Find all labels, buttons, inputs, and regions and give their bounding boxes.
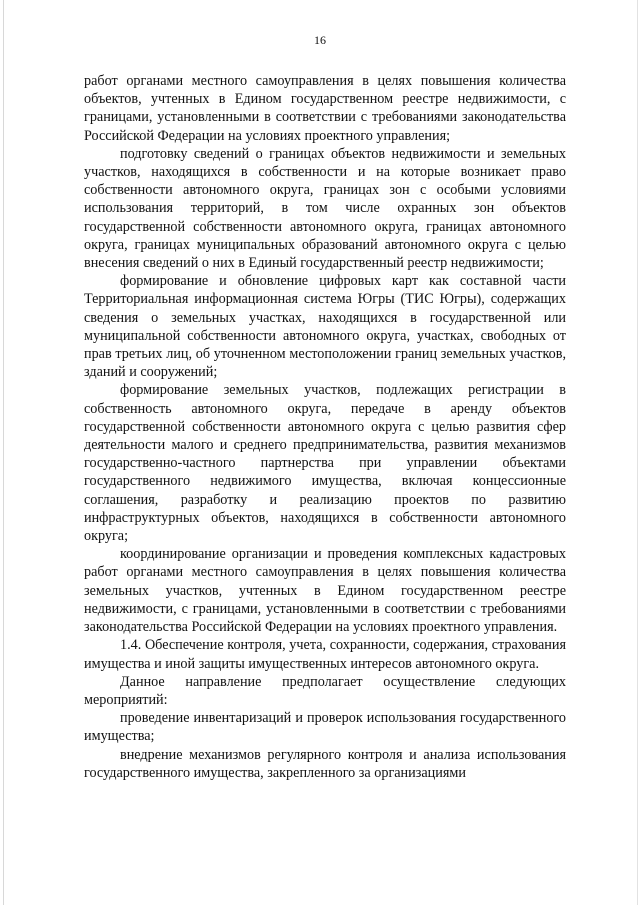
- page-number: 16: [314, 33, 326, 47]
- paragraph: формирование земельных участков, подлежащих регистрации в собственность автономного округа, передаче в аренду объектов государственной собственности автономного округа с целью развития сфер деятельности малого и среднего предпринимательства, развития механизмов государственно-частного партнерства при управлении объектами государственного недвижимого имущества, включая концессионные соглашения, разработку и реализацию проектов по развитию инфраструктурных объектов, находящихся в собственности автономного округа;: [84, 382, 566, 545]
- paragraph: проведение инвентаризаций и проверок использования государственного имущества;: [84, 710, 566, 745]
- paragraph: подготовку сведений о границах объектов недвижимости и земельных участков, находящихся в собственности и на которые возникает право собственности автономного округа, границах зон с особыми условиями использования территорий, в том числе охранных зон объектов государственной собственности автономного округа, границах автономного округа, границах муниципальных образований автономного округа с целью внесения сведений о них в Единый государственный реестр недвижимости;: [84, 145, 566, 272]
- paragraph: 1.4. Обеспечение контроля, учета, сохранности, содержания, страхования имущества и иной защиты имущественных интересов автономного округа.: [84, 637, 566, 672]
- body-text: [84, 72, 566, 782]
- paragraph: координирование организации и проведения комплексных кадастровых работ органами местного самоуправления в целях повышения количества земельных участков, учтенных в Едином государственном реестре недвижимости, с границами, установленными в соответствии с требованиями законодательства Российской Федерации на условиях проектного управления.: [84, 546, 566, 636]
- paragraph: Данное направление предполагает осуществление следующих мероприятий:: [84, 673, 566, 708]
- paragraph: формирование и обновление цифровых карт как составной части Территориальная информационная система Югры (ТИС Югры), содержащих сведения о земельных участках, находящихся в государственной или муниципальной собственности автономного округа, участках, свободных от прав третьих лиц, об уточненном местоположении границ земельных участков, зданий и сооружений;: [84, 273, 566, 381]
- scan-edge-left: [3, 0, 4, 905]
- paragraph: внедрение механизмов регулярного контроля и анализа использования государственного имущества, закрепленного за организациями: [84, 746, 566, 781]
- paragraph: работ органами местного самоуправления в целях повышения количества объектов, учтенных в Едином государственном реестре недвижимости, с границами, установленными в соответствии с требованиями законодательства Российской Федерации на условиях проектного управления;: [84, 73, 566, 144]
- scan-edge-right: [637, 0, 638, 905]
